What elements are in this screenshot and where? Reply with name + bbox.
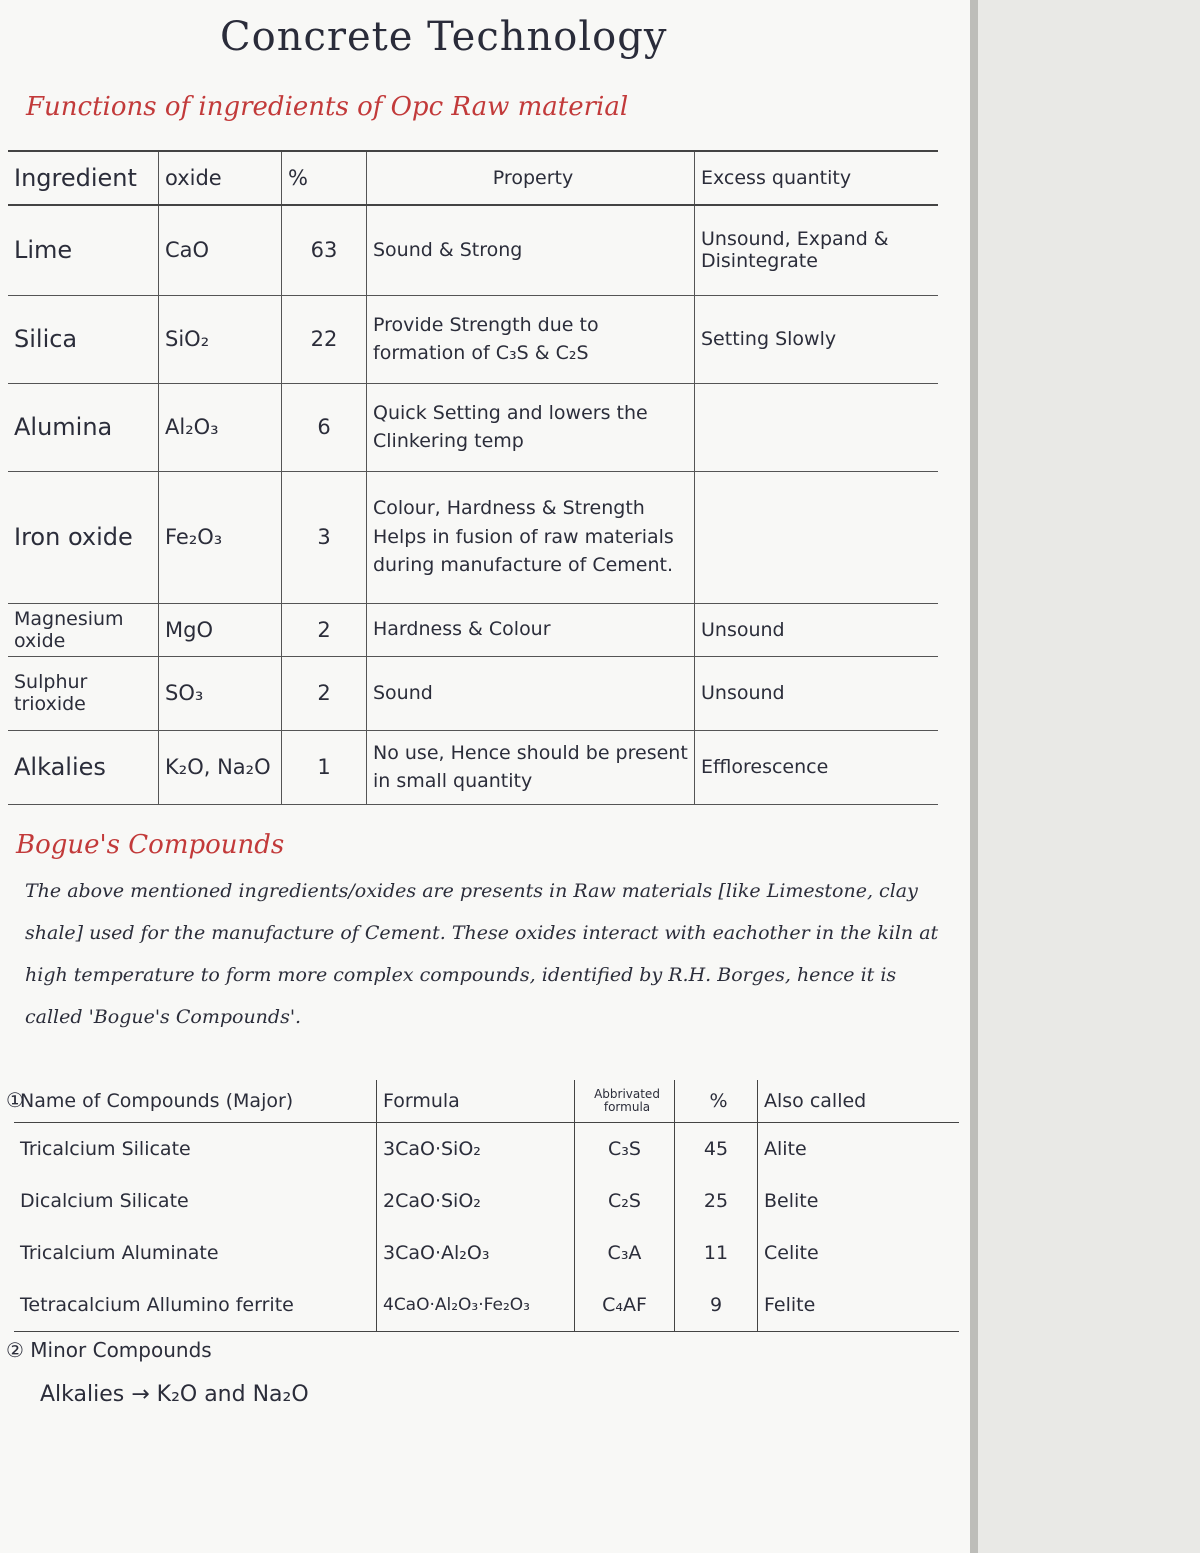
- bogue-paragraph: The above mentioned ingredients/oxides are presents in Raw materials [like Limestone, clay shale] used for the manufacture of Cement. These oxides interact with eachother in the kiln at high temperature to form more complex compounds, identified by R.H. Borges, hence it is called 'Bogue's Compounds'.: [25, 880, 939, 1028]
- cell-oxide: K₂O, Na₂O: [159, 730, 282, 804]
- cell-ingredient: Alkalies: [8, 730, 159, 804]
- cell-excess: [695, 383, 939, 471]
- header-property: Property: [367, 151, 695, 205]
- cell-compound-name: Tricalcium Silicate: [20, 1138, 191, 1160]
- cell-percent: 25: [675, 1175, 758, 1227]
- cell-oxide: Al₂O₃: [159, 383, 282, 471]
- header-percent: %: [675, 1080, 758, 1123]
- table-row: [14, 1123, 959, 1176]
- cell-also-called: Belite: [758, 1175, 960, 1227]
- cell-percent: 11: [675, 1227, 758, 1279]
- cell-property: Sound & Strong: [367, 205, 695, 295]
- table-row: [14, 1227, 959, 1279]
- marker-minor: ②: [6, 1338, 24, 1362]
- cell-excess: Unsound: [695, 603, 939, 656]
- bogue-compounds-table: [14, 1080, 959, 1332]
- header-formula: Formula: [377, 1080, 575, 1123]
- cell-formula: 4CaO·Al₂O₃·Fe₂O₃: [377, 1279, 575, 1332]
- cell-property: Provide Strength due to formation of C₃S & C₂S: [367, 295, 695, 383]
- cell-percent: 3: [282, 471, 367, 603]
- cell-ingredient: Lime: [8, 205, 159, 295]
- section-heading-functions: Functions of ingredients of Opc Raw material: [26, 92, 629, 122]
- cell-oxide: SiO₂: [159, 295, 282, 383]
- cell-also-called: Felite: [758, 1279, 960, 1332]
- table-row: [8, 205, 938, 295]
- cell-percent: 63: [282, 205, 367, 295]
- cell-ingredient: Alumina: [8, 383, 159, 471]
- cell-compound-name: Dicalcium Silicate: [20, 1190, 189, 1212]
- table-header-row: [14, 1080, 959, 1123]
- cell-ingredient: Iron oxide: [8, 471, 159, 603]
- cell-oxide: SO₃: [159, 656, 282, 730]
- cell-excess: [695, 471, 939, 603]
- cell-ingredient: Magnesium oxide: [8, 603, 159, 656]
- cell-also-called: Celite: [758, 1227, 960, 1279]
- cell-formula: 3CaO·Al₂O₃: [377, 1227, 575, 1279]
- table-row: [8, 471, 938, 603]
- table-header-row: [8, 151, 938, 205]
- cell-oxide: Fe₂O₃: [159, 471, 282, 603]
- cell-oxide: MgO: [159, 603, 282, 656]
- cell-percent: 22: [282, 295, 367, 383]
- marker-major: ①: [6, 1088, 24, 1112]
- minor-heading-text: Minor Compounds: [30, 1338, 212, 1362]
- cell-percent: 2: [282, 656, 367, 730]
- page-edge: [970, 0, 978, 1553]
- header-percent: %: [282, 151, 367, 205]
- header-ingredient: Ingredient: [8, 151, 159, 205]
- cell-excess: Unsound: [695, 656, 939, 730]
- cell-property: Quick Setting and lowers the Clinkering temp: [367, 383, 695, 471]
- cell-percent: 2: [282, 603, 367, 656]
- cell-compound-name: Tricalcium Aluminate: [20, 1242, 219, 1264]
- cell-property: No use, Hence should be present in small quantity: [367, 730, 695, 804]
- cell-percent: 9: [675, 1279, 758, 1332]
- cell-formula: 2CaO·SiO₂: [377, 1175, 575, 1227]
- header-oxide: oxide: [159, 151, 282, 205]
- section-heading-bogues: Bogue's Compounds: [16, 830, 285, 860]
- table-row: [14, 1175, 959, 1227]
- cell-excess: Unsound, Expand & Disintegrate: [695, 205, 939, 295]
- table-row: [14, 1279, 959, 1332]
- minor-compounds-heading: [6, 1338, 212, 1362]
- cell-abbreviation: C₃A: [575, 1227, 675, 1279]
- cell-percent: 1: [282, 730, 367, 804]
- page-title: Concrete Technology: [220, 14, 668, 60]
- cell-abbreviation: C₃S: [575, 1123, 675, 1176]
- cell-abbreviation: C₂S: [575, 1175, 675, 1227]
- cell-excess: Setting Slowly: [695, 295, 939, 383]
- cell-property: Sound: [367, 656, 695, 730]
- cell-excess: Efflorescence: [695, 730, 939, 804]
- ingredients-table: [8, 150, 938, 805]
- header-abbreviated-formula: Abbrivated formula: [575, 1080, 675, 1123]
- cell-formula: 3CaO·SiO₂: [377, 1123, 575, 1176]
- minor-compounds-text: Alkalies → K₂O and Na₂O: [40, 1382, 309, 1407]
- cell-percent: 45: [675, 1123, 758, 1176]
- header-also-called: Also called: [758, 1080, 960, 1123]
- cell-percent: 6: [282, 383, 367, 471]
- table-row: [8, 383, 938, 471]
- cell-property: Colour, Hardness & Strength Helps in fusion of raw materials during manufacture of Cement.: [367, 471, 695, 603]
- table-row: [8, 730, 938, 804]
- cell-ingredient: Sulphur trioxide: [8, 656, 159, 730]
- cell-ingredient: Silica: [8, 295, 159, 383]
- cell-compound-name: Tetracalcium Allumino ferrite: [14, 1279, 377, 1332]
- cell-abbreviation: C₄AF: [575, 1279, 675, 1332]
- cell-oxide: CaO: [159, 205, 282, 295]
- header-excess: Excess quantity: [695, 151, 939, 205]
- table-row: [8, 295, 938, 383]
- header-compound-name: Name of Compounds (Major): [14, 1080, 377, 1123]
- table-row: [8, 603, 938, 656]
- cell-also-called: Alite: [758, 1123, 960, 1176]
- cell-property: Hardness & Colour: [367, 603, 695, 656]
- table-row: [8, 656, 938, 730]
